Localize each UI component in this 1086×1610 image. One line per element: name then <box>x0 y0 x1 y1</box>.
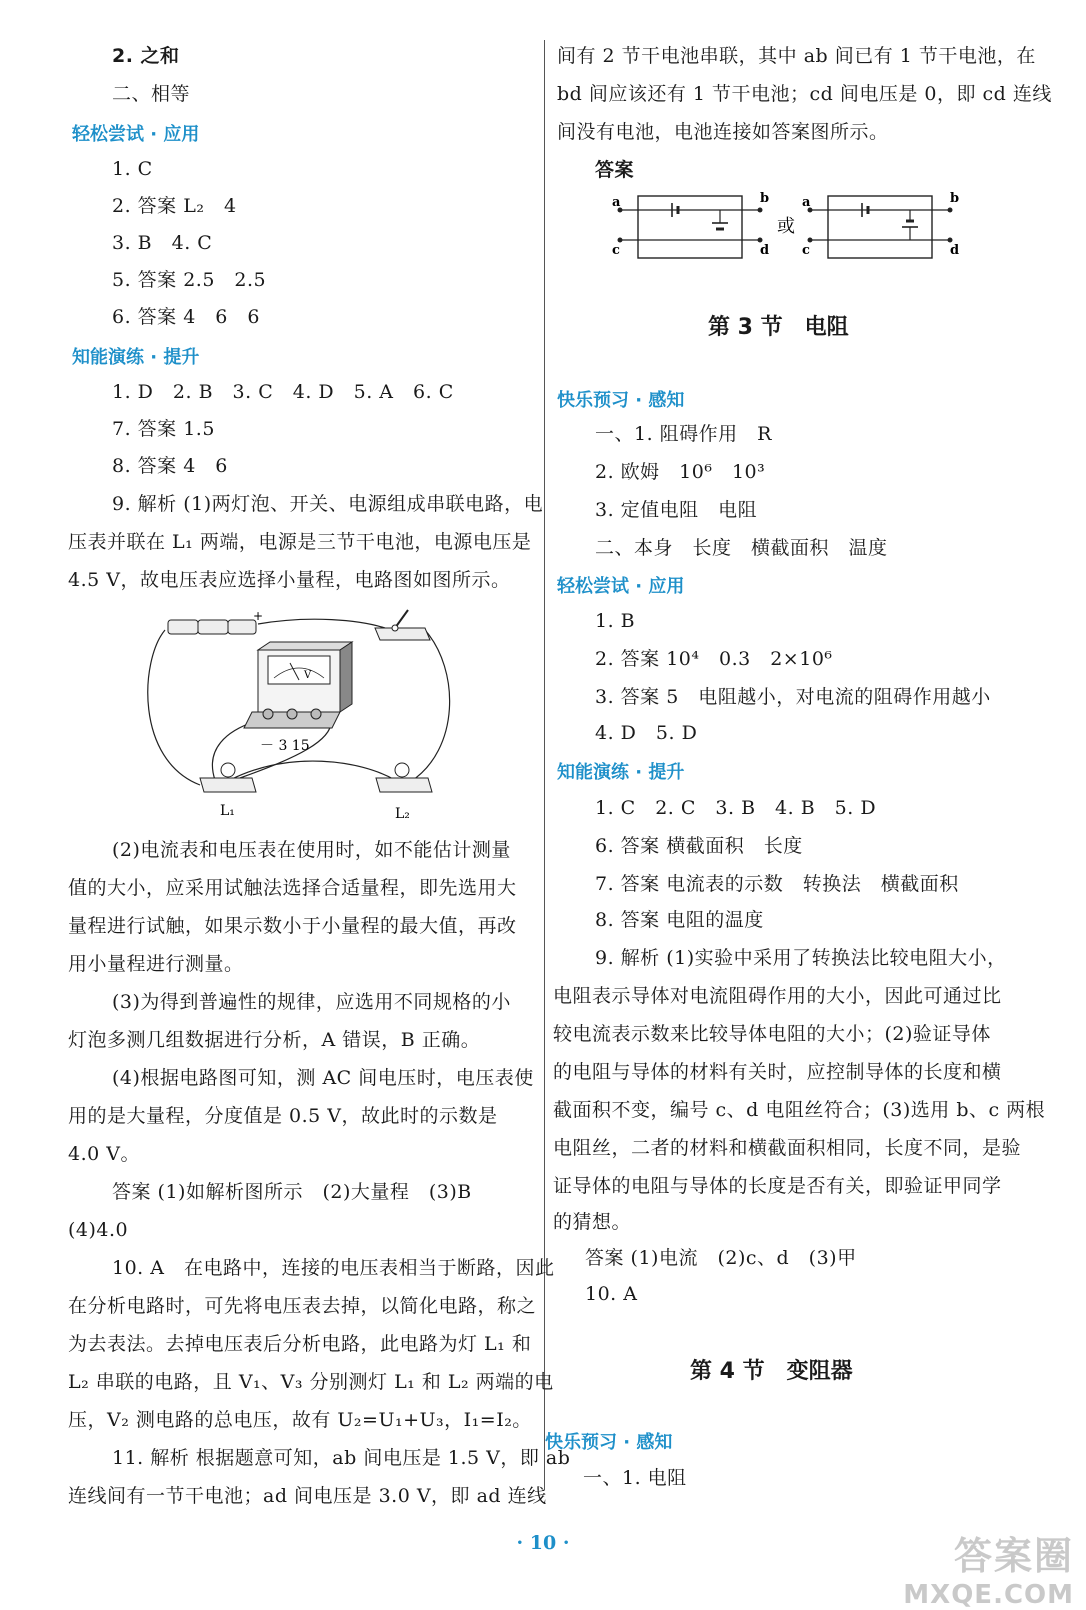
answer-line: 一、1. 阻碍作用 R <box>595 423 772 445</box>
answer-line: 2. 答案 L₂ 4 <box>112 195 237 217</box>
text-line: 电阻表示导体对电流阻碍作用的大小，因此可通过比 <box>553 985 1002 1007</box>
text-line: 4.0 V。 <box>68 1143 140 1165</box>
answer-line: 4. D 5. D <box>595 722 698 744</box>
terminal-d: d <box>950 243 960 258</box>
text-line: 截面积不变，编号 c、d 电阻丝符合；(3)选用 b、c 两根 <box>553 1099 1046 1121</box>
answer-line: 10. A <box>585 1283 638 1305</box>
label-l1: L₁ <box>220 803 235 819</box>
text-line: 为去表法。去掉电压表后分析电路，此电路为灯 L₁ 和 <box>68 1333 532 1355</box>
text-line: 间没有电池，电池连接如答案图所示。 <box>557 121 889 143</box>
watermark-bottom: MXQE.COM <box>903 1580 1074 1610</box>
terminal-b: b <box>950 191 960 206</box>
bulb-l1 <box>200 763 256 819</box>
answer-line: 2. 欧姆 10⁶ 10³ <box>595 461 766 483</box>
label-l2: L₂ <box>395 806 410 822</box>
battery-pack <box>168 609 263 634</box>
section-heading: 轻松尝试 · 应用 <box>557 576 685 597</box>
or-label: 或 <box>777 216 795 237</box>
meter-label: V <box>304 670 312 681</box>
terminal-scale: － 3 15 <box>260 738 310 754</box>
terminal-c: c <box>612 243 620 258</box>
answer-label: 答案 <box>595 159 635 181</box>
answer-circuit-diagram <box>600 188 980 268</box>
text-line: bd 间应该还有 1 节干电池；cd 间电压是 0，即 cd 连线 <box>557 83 1052 105</box>
answer-line: 答案 (1)如解析图所示 (2)大量程 (3)B <box>112 1181 472 1203</box>
circuit-diagram <box>140 600 470 825</box>
answer-line: 6. 答案 横截面积 长度 <box>595 835 803 857</box>
svg-text:+: + <box>253 609 264 623</box>
terminal-c: c <box>802 243 810 258</box>
text-line: 9. 解析 (1)两灯泡、开关、电源组成串联电路，电 <box>112 493 544 515</box>
answer-line: 一、1. 电阻 <box>583 1467 687 1489</box>
text-line: 压表并联在 L₁ 两端，电源是三节干电池，电源电压是 <box>68 531 532 553</box>
text-line: 间有 2 节干电池串联，其中 ab 间已有 1 节干电池，在 <box>557 45 1036 67</box>
answer-line: 1. D 2. B 3. C 4. D 5. A 6. C <box>112 381 454 403</box>
text-line: 连线间有一节干电池；ad 间电压是 3.0 V，即 ad 连线 <box>68 1485 547 1507</box>
text-line: 的电阻与导体的材料有关时，应控制导体的长度和横 <box>553 1061 1002 1083</box>
answer-line: 8. 答案 电阻的温度 <box>595 909 764 931</box>
terminal-a: a <box>612 195 621 210</box>
section-heading: 轻松尝试 · 应用 <box>72 124 200 145</box>
text-line: 4.5 V，故电压表应选择小量程，电路图如图所示。 <box>68 569 511 591</box>
section-heading: 快乐预习 · 感知 <box>545 1432 673 1453</box>
section-heading: 快乐预习 · 感知 <box>557 390 685 411</box>
page-number: · 10 · <box>516 1532 570 1554</box>
text-line: L₂ 串联的电路，且 V₁、V₃ 分别测灯 L₁ 和 L₂ 两端的电 <box>68 1371 554 1393</box>
text-line: 的猜想。 <box>553 1211 632 1233</box>
text-line: (3)为得到普遍性的规律，应选用不同规格的小 <box>112 991 511 1013</box>
answer-line: 7. 答案 1.5 <box>112 418 215 440</box>
answer-line: (4)4.0 <box>68 1219 129 1241</box>
switch <box>375 610 430 640</box>
text-line: 9. 解析 (1)实验中采用了转换法比较电阻大小， <box>595 947 1007 969</box>
text-line: 11. 解析 根据题意可知，ab 间电压是 1.5 V，即 ab <box>112 1447 571 1469</box>
watermark <box>903 1525 1074 1610</box>
answer-line: 3. 定值电阻 电阻 <box>595 499 758 521</box>
terminal-d: d <box>760 243 770 258</box>
watermark-top: 答案圈 <box>953 1534 1074 1578</box>
section-heading: 知能演练 · 提升 <box>557 762 685 783</box>
answer-line: 1. C <box>112 158 153 180</box>
answer-line: 3. 答案 5 电阻越小，对电流的阻碍作用越小 <box>595 686 991 708</box>
text-line: (4)根据电路图可知，测 AC 间电压时，电压表使 <box>112 1067 534 1089</box>
text-line: 值的大小，应采用试触法选择合适量程，即先选用大 <box>68 877 517 899</box>
text-line: 量程进行试触，如果示数小于小量程的最大值，再改 <box>68 915 517 937</box>
section-title: 第 3 节 电阻 <box>708 315 849 340</box>
answer-line: 7. 答案 电流表的示数 转换法 横截面积 <box>595 873 959 895</box>
bulb-l2 <box>376 763 432 822</box>
text-line: 用的是大量程，分度值是 0.5 V，故此时的示数是 <box>68 1105 498 1127</box>
answer-line: 2. 答案 10⁴ 0.3 2×10⁶ <box>595 648 833 670</box>
answer-line: 二、相等 <box>112 83 191 105</box>
answer-line: 2. 之和 <box>112 45 180 67</box>
answer-line: 6. 答案 4 6 6 <box>112 306 260 328</box>
answer-line: 5. 答案 2.5 2.5 <box>112 269 267 291</box>
answer-line: 1. B <box>595 610 636 632</box>
answer-line: 3. B 4. C <box>112 232 213 254</box>
answer-line: 二、本身 长度 横截面积 温度 <box>595 537 888 559</box>
text-line: (2)电流表和电压表在使用时，如不能估计测量 <box>112 839 511 861</box>
text-line: 电阻丝，二者的材料和横截面积相同，长度不同，是验 <box>553 1137 1022 1159</box>
text-line: 用小量程进行测量。 <box>68 953 244 975</box>
answer-line: 1. C 2. C 3. B 4. B 5. D <box>595 797 877 819</box>
text-line: 10. A 在电路中，连接的电压表相当于断路，因此 <box>112 1257 555 1279</box>
text-line: 灯泡多测几组数据进行分析，A 错误，B 正确。 <box>68 1029 481 1051</box>
answer-line: 答案 (1)电流 (2)c、d (3)甲 <box>585 1247 857 1269</box>
section-title: 第 4 节 变阻器 <box>690 1359 853 1384</box>
section-heading: 知能演练 · 提升 <box>72 347 200 368</box>
text-line: 证导体的电阻与导体的长度是否有关，即验证甲同学 <box>553 1175 1002 1197</box>
answer-line: 8. 答案 4 6 <box>112 455 228 477</box>
text-line: 较电流表示数来比较导体电阻的大小；(2)验证导体 <box>553 1023 991 1045</box>
text-line: 在分析电路时，可先将电压表去掉，以简化电路，称之 <box>68 1295 537 1317</box>
voltmeter <box>244 642 352 754</box>
terminal-a: a <box>802 195 811 210</box>
text-line: 压，V₂ 测电路的总电压，故有 U₂=U₁+U₃，I₁=I₂。 <box>68 1409 532 1431</box>
terminal-b: b <box>760 191 770 206</box>
